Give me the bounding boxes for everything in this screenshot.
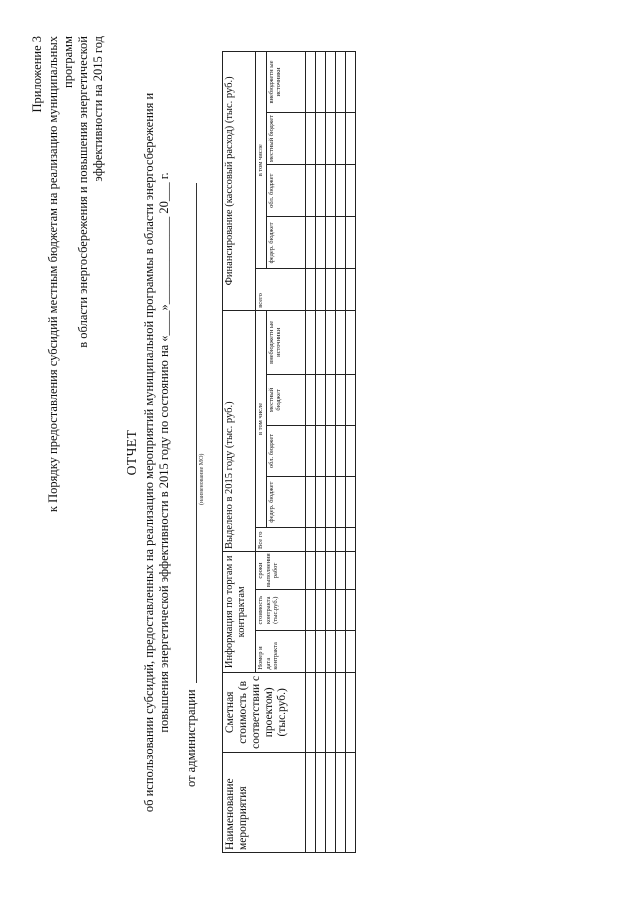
table-cell[interactable] [305,631,315,672]
table-cell[interactable] [325,165,335,217]
table-cell[interactable] [335,753,345,853]
table-cell[interactable] [315,52,325,113]
tender-number-date: Номер и дата контракта [256,631,306,672]
table-cell[interactable] [305,310,315,374]
table-cell[interactable] [335,477,345,528]
table-row [335,52,345,853]
table-cell[interactable] [335,528,345,552]
table-cell[interactable] [335,631,345,672]
col-allocated-header: Выделено в 2015 году (тыс. руб.) [223,310,256,551]
table-cell[interactable] [315,310,325,374]
allocated-including: в том числе [256,310,267,527]
table-cell[interactable] [345,425,355,476]
table-cell[interactable] [345,672,355,752]
table-cell[interactable] [335,165,345,217]
table-cell[interactable] [315,590,325,631]
table-cell[interactable] [335,590,345,631]
table-cell[interactable] [315,217,325,269]
table-cell[interactable] [345,631,355,672]
table-cell[interactable] [345,552,355,590]
table-cell[interactable] [305,672,315,752]
table-cell[interactable] [325,113,335,165]
table-cell[interactable] [325,425,335,476]
report-subtitle-2: повышения энергетической эффективности в 2015 году по состоянию на «____»______________ 20___ г. [157,172,171,733]
financing-including: в том числе [256,52,267,269]
table-cell[interactable] [345,753,355,853]
table-cell[interactable] [305,477,315,528]
table-cell[interactable] [325,477,335,528]
table-cell[interactable] [345,269,355,310]
table-cell[interactable] [305,52,315,113]
report-table [222,51,356,853]
table-cell[interactable] [345,477,355,528]
table-cell[interactable] [315,269,325,310]
table-cell[interactable] [335,52,345,113]
table-cell[interactable] [315,425,325,476]
table-cell[interactable] [305,425,315,476]
financing-federal: федер. бюджет [266,217,305,269]
table-cell[interactable] [305,753,315,853]
table-cell[interactable] [325,753,335,853]
table-row [315,52,325,853]
table-cell[interactable] [315,374,325,425]
table-cell[interactable] [315,477,325,528]
table-cell[interactable] [315,165,325,217]
table-cell[interactable] [325,310,335,374]
col-financing-header: Финансирование (кассовый расход) (тыс. руб.) [223,52,256,311]
col-name-header: Наименование мероприятия [223,753,306,853]
table-cell[interactable] [335,374,345,425]
table-cell[interactable] [305,374,315,425]
financing-extrabudget: внебюджетн ые источники [266,52,305,113]
table-cell[interactable] [345,113,355,165]
report-title: ОТЧЕТ [124,429,139,476]
table-cell[interactable] [325,552,335,590]
allocated-total: Все го [256,528,306,552]
col-tenders-header: Информация по торгам и контрактам [223,552,256,673]
table-cell[interactable] [325,269,335,310]
table-cell[interactable] [335,425,345,476]
table-cell[interactable] [305,165,315,217]
table-cell[interactable] [315,552,325,590]
table-cell[interactable] [335,672,345,752]
table-cell[interactable] [305,528,315,552]
table-row [305,52,315,853]
financing-total: всего [256,269,306,310]
table-cell[interactable] [325,374,335,425]
table-cell[interactable] [325,631,335,672]
from-caption: (наименование МО) [199,453,205,505]
table-cell[interactable] [335,269,345,310]
table-cell[interactable] [315,631,325,672]
table-cell[interactable] [335,310,345,374]
header-line-1: к Порядку предоставления субсидий местным бюджетам на реализацию муниципальных [46,36,60,513]
table-cell[interactable] [305,552,315,590]
table-cell[interactable] [325,217,335,269]
table-cell[interactable] [325,590,335,631]
table-row [325,52,335,853]
from-line [196,183,197,683]
table-cell[interactable] [305,113,315,165]
allocated-extrabudget: внебюджетн ые источники [266,310,305,374]
table-cell[interactable] [345,528,355,552]
table-cell[interactable] [315,113,325,165]
allocated-local: местный бюджет [266,374,305,425]
allocated-regional: обл. бюджет [266,425,305,476]
from-label: от администрации [184,689,198,787]
table-row [345,52,355,853]
tender-terms: сроки выполнения работ [256,552,306,590]
table-cell[interactable] [325,528,335,552]
appendix-label: Приложение 3 [30,36,44,113]
header-line-4: эффективности на 2015 год [91,36,105,182]
table-cell[interactable] [315,672,325,752]
table-cell[interactable] [345,217,355,269]
table-cell[interactable] [305,217,315,269]
table-cell[interactable] [305,269,315,310]
report-subtitle-1: об использовании субсидий, предоставленных на реализацию мероприятий муниципальной программы в области энергосбережения и [142,92,156,813]
allocated-federal: федер. бюджет [266,477,305,528]
table-cell[interactable] [335,552,345,590]
table-cell[interactable] [315,528,325,552]
table-cell[interactable] [315,753,325,853]
financing-local: местный бюджет [266,113,305,165]
table-cell[interactable] [335,217,345,269]
table-cell[interactable] [325,52,335,113]
table-cell[interactable] [335,113,345,165]
financing-regional: обл. бюджет [266,165,305,217]
table-cell[interactable] [345,310,355,374]
table-cell[interactable] [345,52,355,113]
tender-cost: стоимость контракта (тыс.руб.) [256,590,306,631]
table-cell[interactable] [345,165,355,217]
header-line-3: в области энергосбережения и повышения энергетической [76,36,90,348]
table-cell[interactable] [325,672,335,752]
table-cell[interactable] [305,590,315,631]
header-line-2: программ [61,36,75,88]
table-cell[interactable] [345,590,355,631]
col-estimate-header: Сметная стоимость (в соответствии с проектом) (тыс.руб.) [223,672,306,752]
table-cell[interactable] [345,374,355,425]
